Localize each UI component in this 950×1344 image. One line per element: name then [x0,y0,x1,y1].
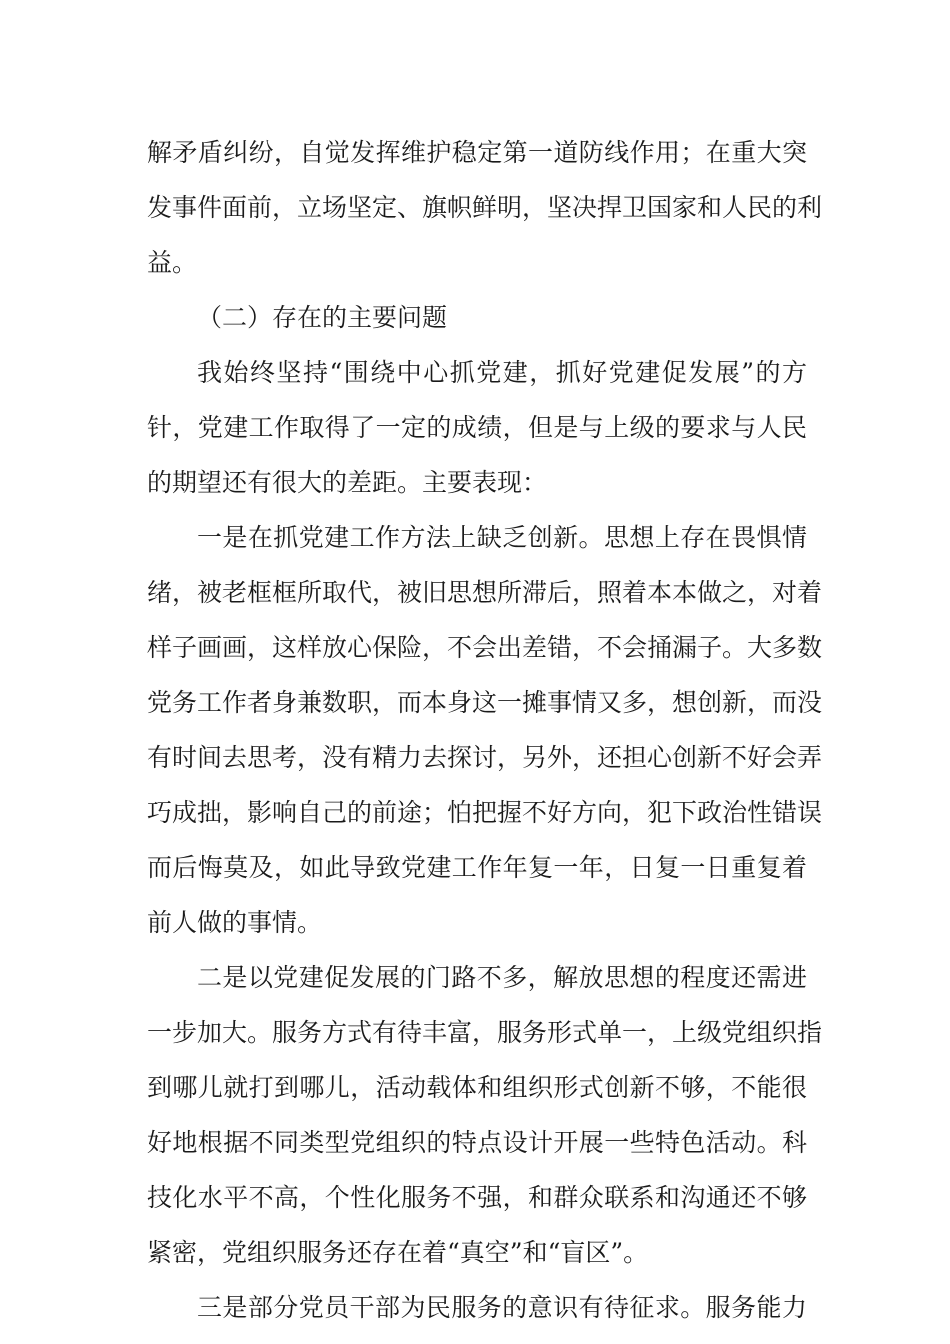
section-heading: （二）存在的主要问题 [197,303,448,332]
paragraph-line: 前人做的事情。 [147,908,323,937]
paragraph-line: 发事件面前，立场坚定、旗帜鲜明，坚决捍卫国家和人民的利 [147,193,823,222]
paragraph-line: 二是以党建促发展的门路不多，解放思想的程度还需进 [197,963,807,992]
paragraph-line: 有时间去思考，没有精力去探讨，另外，还担心创新不好会弄 [147,743,823,772]
paragraph-line: 三是部分党员干部为民服务的意识有待征求。服务能力 [197,1293,807,1322]
paragraph-line: 好地根据不同类型党组织的特点设计开展一些特色活动。科 [147,1128,807,1157]
paragraph-line: 党务工作者身兼数职，而本身这一摊事情又多，想创新，而没 [147,688,823,717]
paragraph-line: 样子画画，这样放心保险，不会出差错，不会捅漏子。大多数 [147,633,823,662]
paragraph-line: 而后悔莫及，如此导致党建工作年复一年，日复一日重复着 [147,853,807,882]
paragraph-line: 我始终坚持“围绕中心抓党建，抓好党建促发展”的方 [197,358,807,387]
paragraph-line: 益。 [147,248,198,277]
paragraph-line: 一是在抓党建工作方法上缺乏创新。思想上存在畏惧情 [197,523,807,552]
paragraph-line: 紧密，党组织服务还存在着“真空”和“盲区”。 [147,1238,649,1267]
paragraph-line: 绪，被老框框所取代，被旧思想所滞后，照着本本做之，对着 [147,578,823,607]
paragraph-line: 技化水平不高，个性化服务不强，和群众联系和沟通还不够 [147,1183,807,1212]
paragraph-line: 巧成拙，影响自己的前途；怕把握不好方向，犯下政治性错误 [147,798,823,827]
paragraph-line: 的期望还有很大的差距。主要表现： [147,468,548,497]
paragraph-line: 一步加大。服务方式有待丰富，服务形式单一，上级党组织指 [147,1018,823,1047]
document-body [147,125,823,1335]
paragraph-line: 解矛盾纠纷，自觉发挥维护稳定第一道防线作用；在重大突 [147,138,807,167]
paragraph-line: 针，党建工作取得了一定的成绩，但是与上级的要求与人民 [147,413,807,442]
paragraph-line: 到哪儿就打到哪儿，活动载体和组织形式创新不够，不能很 [147,1073,807,1102]
